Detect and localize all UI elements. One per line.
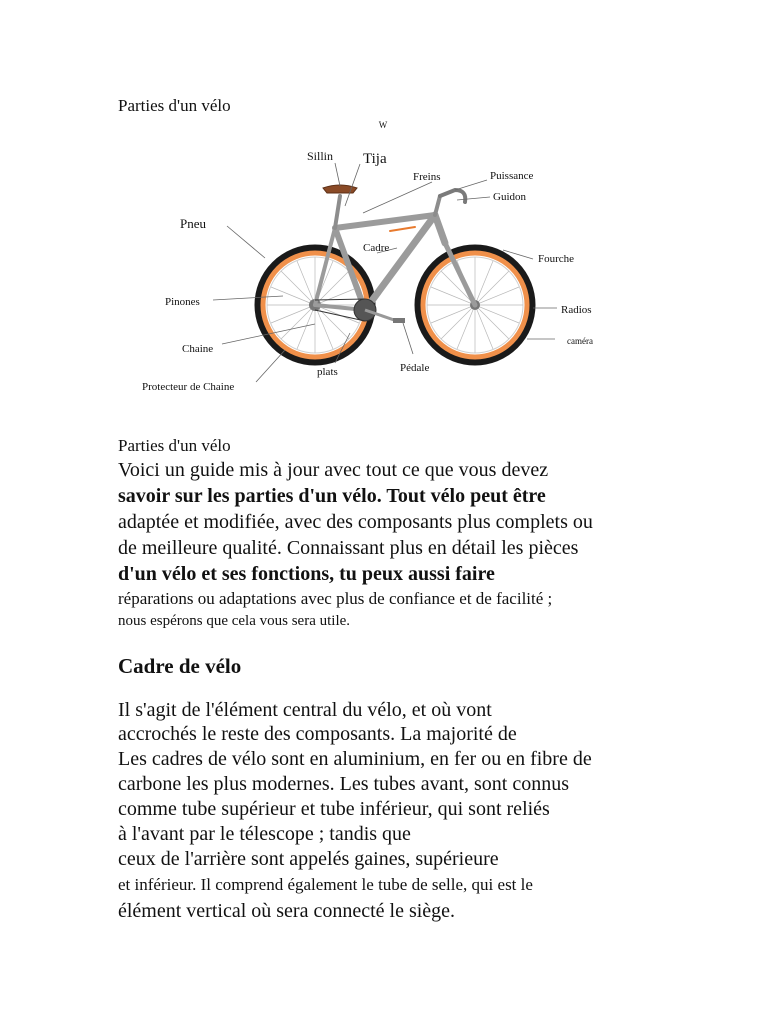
intro-line: de meilleure qualité. Connaissant plus en détail les pièces: [118, 537, 579, 559]
diagram-label-radios: Radios: [561, 304, 592, 316]
section-line: comme tube supérieur et tube inférieur, qui sont reliés: [118, 798, 550, 820]
intro-line: savoir sur les parties d'un vélo. Tout vélo peut être: [118, 485, 546, 507]
diagram-label-guidon: Guidon: [493, 191, 526, 203]
bicycle-parts-diagram: [135, 118, 635, 408]
diagram-label-chaine: Chaine: [182, 343, 214, 355]
intro-line: adaptée et modifiée, avec des composants plus complets ou: [118, 511, 593, 533]
diagram-label-sillin: Sillin: [307, 149, 334, 163]
intro-line: nous espérons que cela vous sera utile.: [118, 613, 351, 629]
diagram-label-cadre: Cadre: [363, 242, 390, 254]
section-line: ceux de l'arrière sont appelés gaines, supérieure: [118, 848, 499, 870]
diagram-label-plats: plats: [317, 366, 338, 378]
section-line: et inférieur. Il comprend également le tube de selle, qui est le: [118, 875, 533, 894]
intro-line: Voici un guide mis à jour avec tout ce que vous devez: [118, 459, 549, 481]
section-line: élément vertical où sera connecté le siège.: [118, 900, 456, 922]
diagram-label-pneu: Pneu: [180, 216, 206, 231]
intro-line: d'un vélo et ses fonctions, tu peux aussi faire: [118, 563, 495, 585]
diagram-label-w: W: [378, 120, 388, 130]
section-title: Cadre de vélo: [118, 654, 242, 678]
diagram-label-camera: caméra: [567, 336, 593, 346]
section-line: à l'avant par le télescope ; tandis que: [118, 823, 411, 845]
diagram-label-puissance: Puissance: [490, 170, 534, 182]
section-line: carbone les plus modernes. Les tubes avant, sont connus: [118, 773, 570, 795]
diagram-label-fourche: Fourche: [538, 253, 575, 265]
diagram-label-pinones: Pinones: [165, 296, 200, 308]
diagram-label-freins: Freins: [413, 171, 441, 183]
intro-line: réparations ou adaptations avec plus de confiance et de facilité ;: [118, 589, 553, 608]
diagram-label-tija: Tija: [363, 151, 387, 167]
intro-heading: Parties d'un vélo: [118, 436, 231, 455]
section-line: accrochés le reste des composants. La majorité de: [118, 723, 517, 745]
section-line: Il s'agit de l'élément central du vélo, et où vont: [118, 699, 492, 721]
diagram-label-protecteur: Protecteur de Chaine: [142, 381, 235, 393]
page-title: Parties d'un vélo: [118, 96, 231, 115]
diagram-label-pedale: Pédale: [400, 362, 430, 374]
section-line: Les cadres de vélo sont en aluminium, en fer ou en fibre de: [118, 748, 592, 770]
